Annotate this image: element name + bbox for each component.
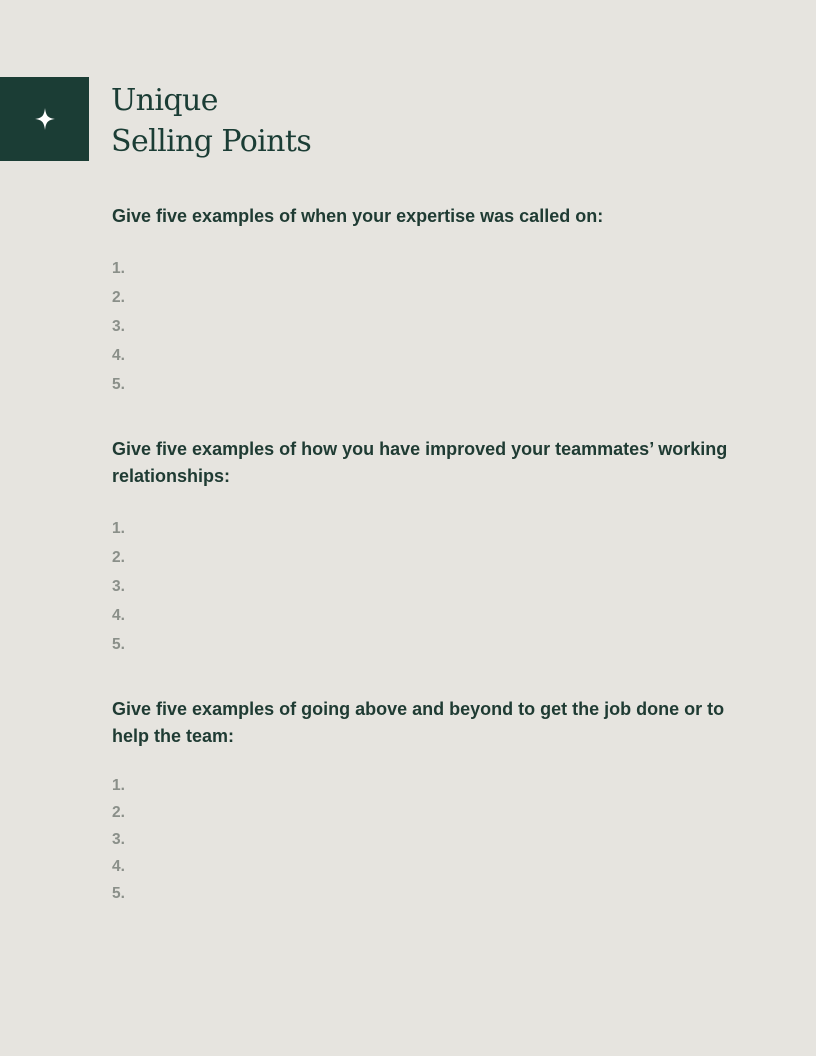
page-title-line-2: Selling Points: [111, 124, 312, 159]
section-above-and-beyond: [112, 696, 732, 907]
list-item: 5.: [112, 376, 125, 393]
list-item: 3.: [112, 318, 125, 335]
header-accent-block: [0, 77, 89, 161]
list-item: 3.: [112, 578, 125, 595]
list-item: 3.: [112, 831, 125, 848]
answer-list: [112, 772, 732, 907]
list-item: 2.: [112, 289, 125, 306]
page-title-line-1: Unique: [111, 83, 218, 118]
sparkle-icon: [35, 108, 55, 130]
list-item: 5.: [112, 885, 125, 902]
list-item: 1.: [112, 260, 125, 277]
list-item: 4.: [112, 858, 125, 875]
section-question: Give five examples of when your expertise was called on:: [112, 206, 604, 226]
answer-list: [112, 514, 732, 659]
list-item: 2.: [112, 549, 125, 566]
list-item: 4.: [112, 607, 125, 624]
section-question: Give five examples of how you have improved your teammates’ working relationships:: [112, 439, 728, 486]
list-item: 1.: [112, 777, 125, 794]
section-expertise: [112, 203, 732, 399]
list-item: 1.: [112, 520, 125, 537]
list-item: 4.: [112, 347, 125, 364]
section-relationships: [112, 436, 732, 659]
list-item: 2.: [112, 804, 125, 821]
section-question: Give five examples of going above and beyond to get the job done or to help the team:: [112, 699, 725, 746]
page-title: [111, 80, 311, 162]
list-item: 5.: [112, 636, 125, 653]
answer-list: [112, 254, 732, 399]
